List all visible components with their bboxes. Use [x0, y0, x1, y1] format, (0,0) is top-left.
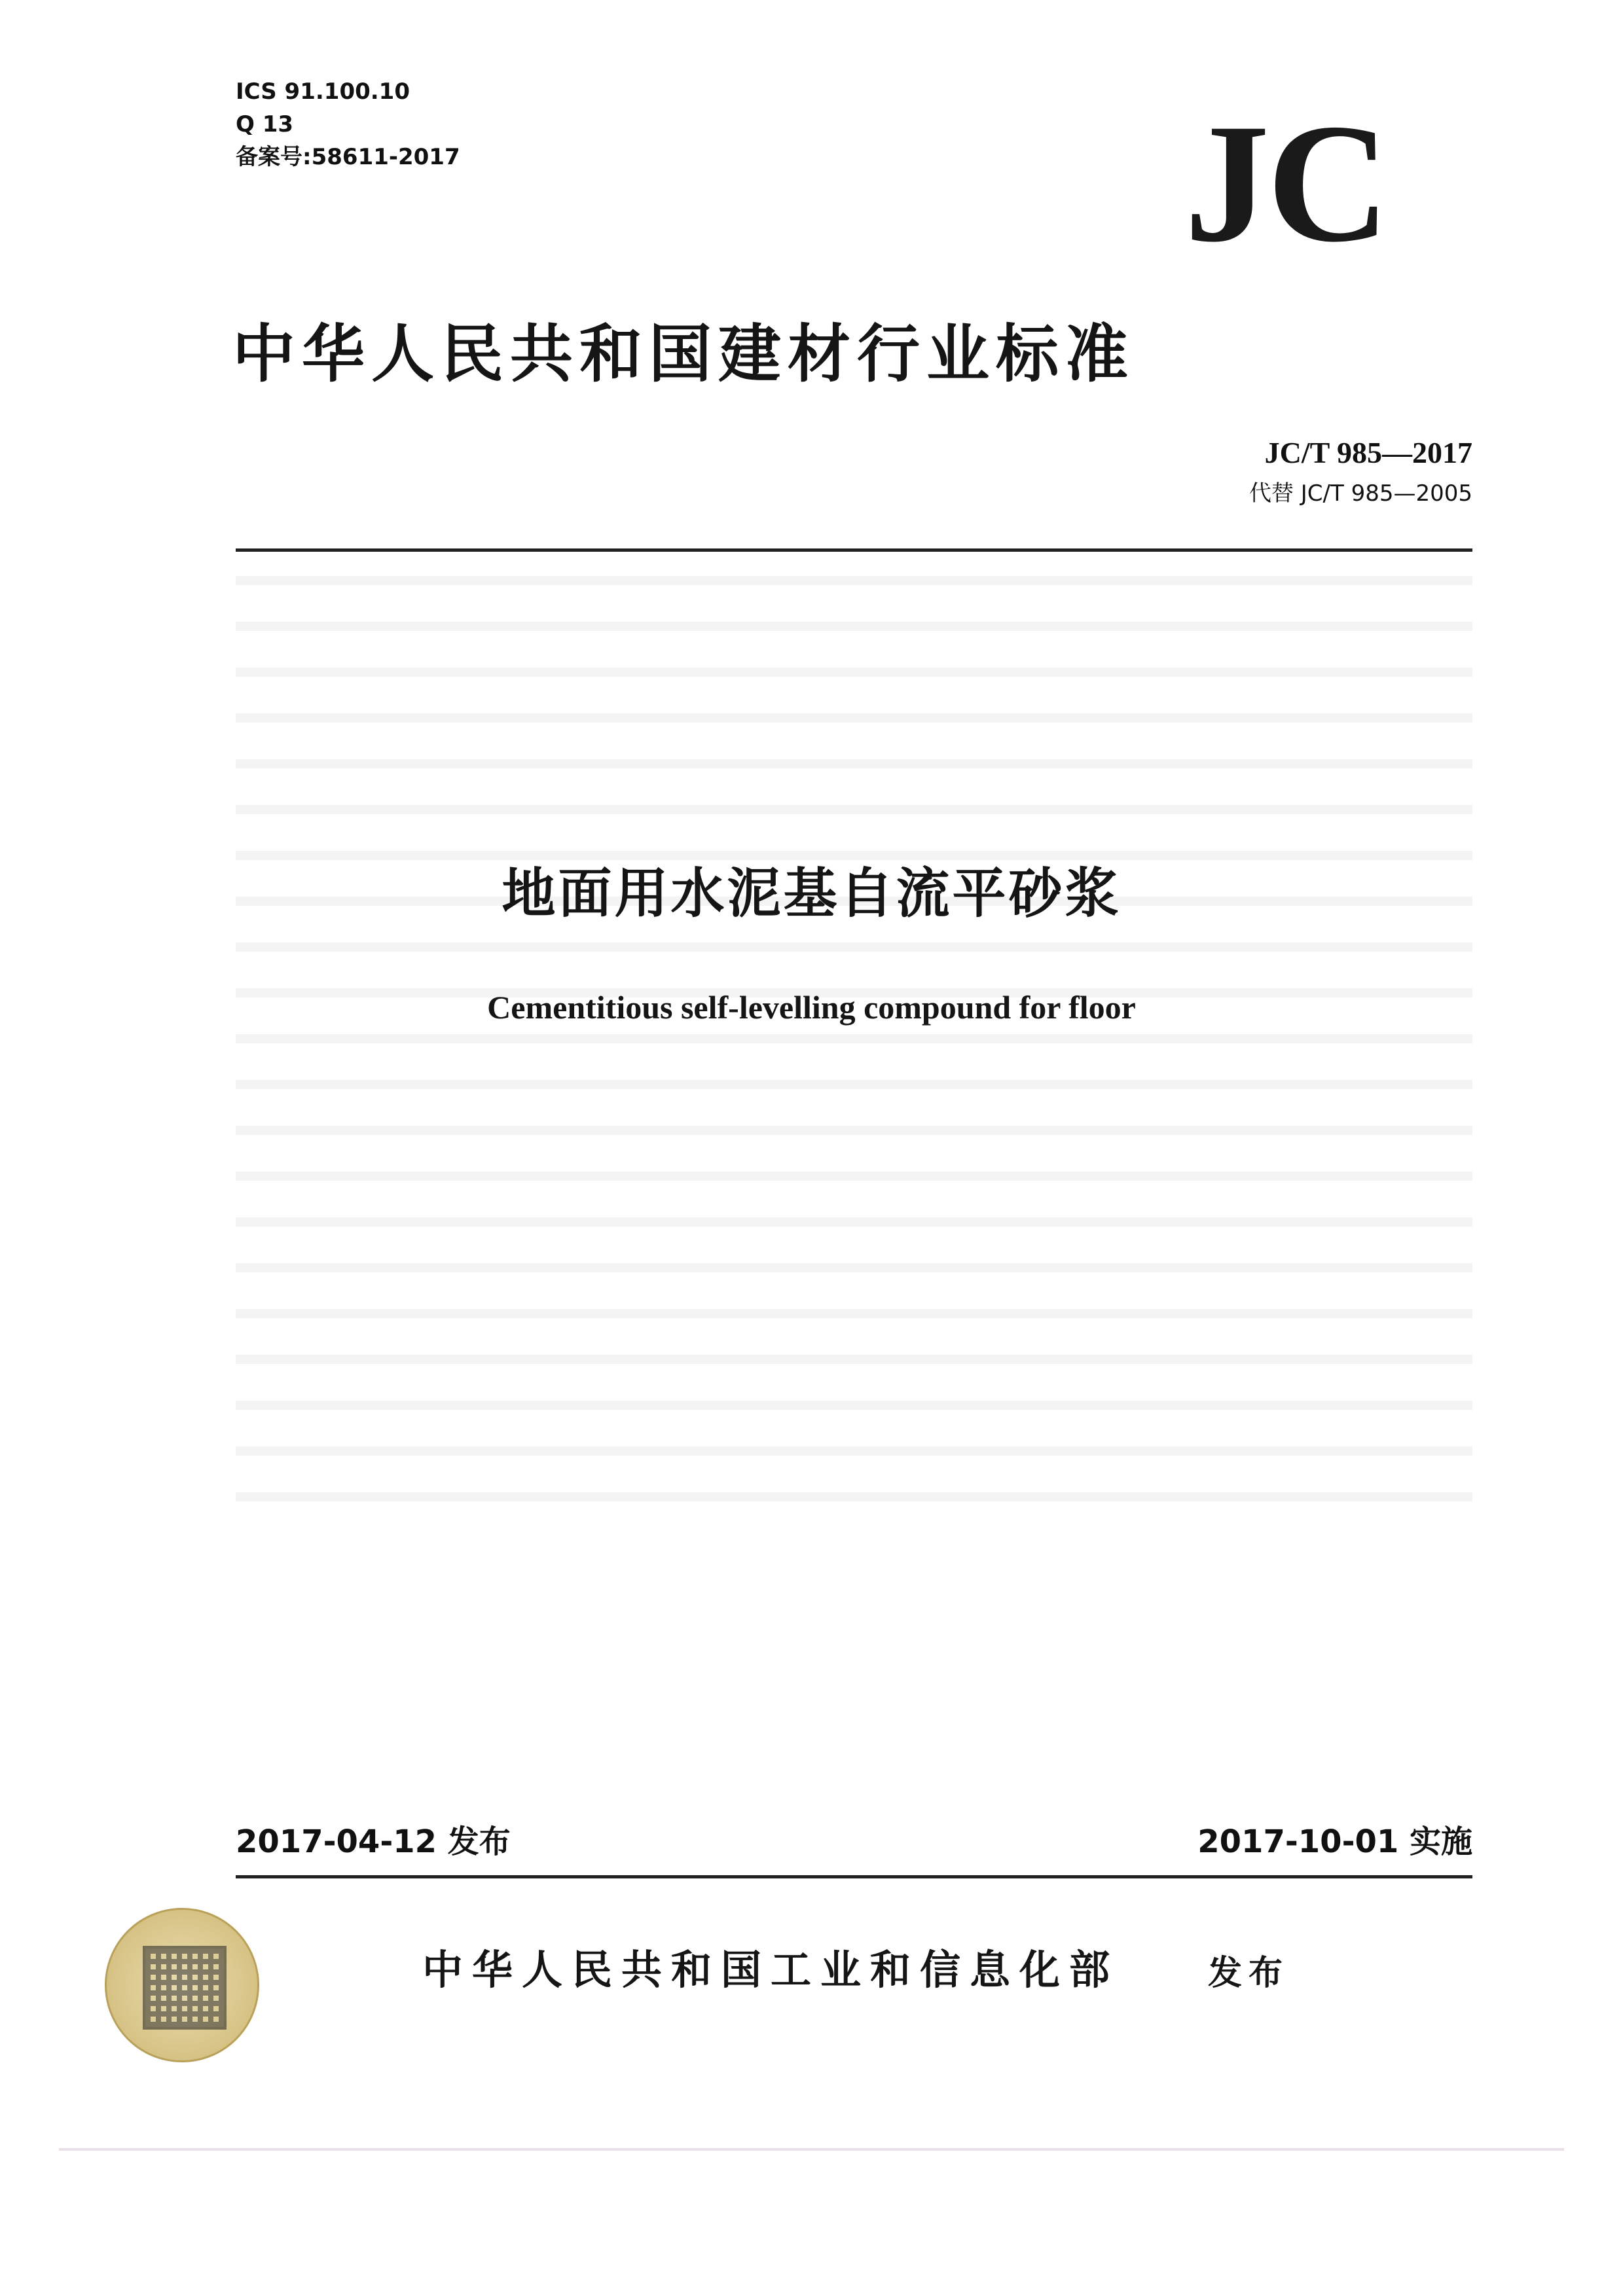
qr-code-icon	[143, 1946, 227, 2030]
release-date: 2017-04-12 发布	[236, 1823, 511, 1860]
effective-date: 2017-10-01 实施	[1197, 1823, 1472, 1860]
anti-counterfeit-seal-icon	[105, 1908, 259, 2062]
standard-type-title: 中华人民共和国建材行业标准	[232, 317, 1135, 391]
standard-number-block	[1249, 435, 1472, 507]
document-title-english: Cementitious self-levelling compound for floor	[487, 989, 1136, 1026]
show-through-background	[236, 576, 1472, 1525]
standard-code: JC/T 985—2017	[1264, 436, 1472, 469]
replaces-standard: 代替 JC/T 985—2005	[1249, 480, 1472, 507]
page-edge-line	[59, 2148, 1564, 2151]
bottom-divider	[236, 1875, 1472, 1878]
record-number: 备案号:58611-2017	[236, 144, 460, 170]
classification-block	[236, 75, 460, 173]
document-title-chinese: 地面用水泥基自流平砂浆	[501, 863, 1122, 925]
issuing-authority: 中华人民共和国工业和信息化部	[422, 1946, 1120, 1994]
jc-logo: JC	[1184, 89, 1387, 278]
top-divider	[236, 548, 1472, 552]
classification-code: Q 13	[236, 111, 294, 137]
issuing-action: 发布	[1208, 1954, 1290, 1993]
ics-code: ICS 91.100.10	[236, 79, 410, 105]
